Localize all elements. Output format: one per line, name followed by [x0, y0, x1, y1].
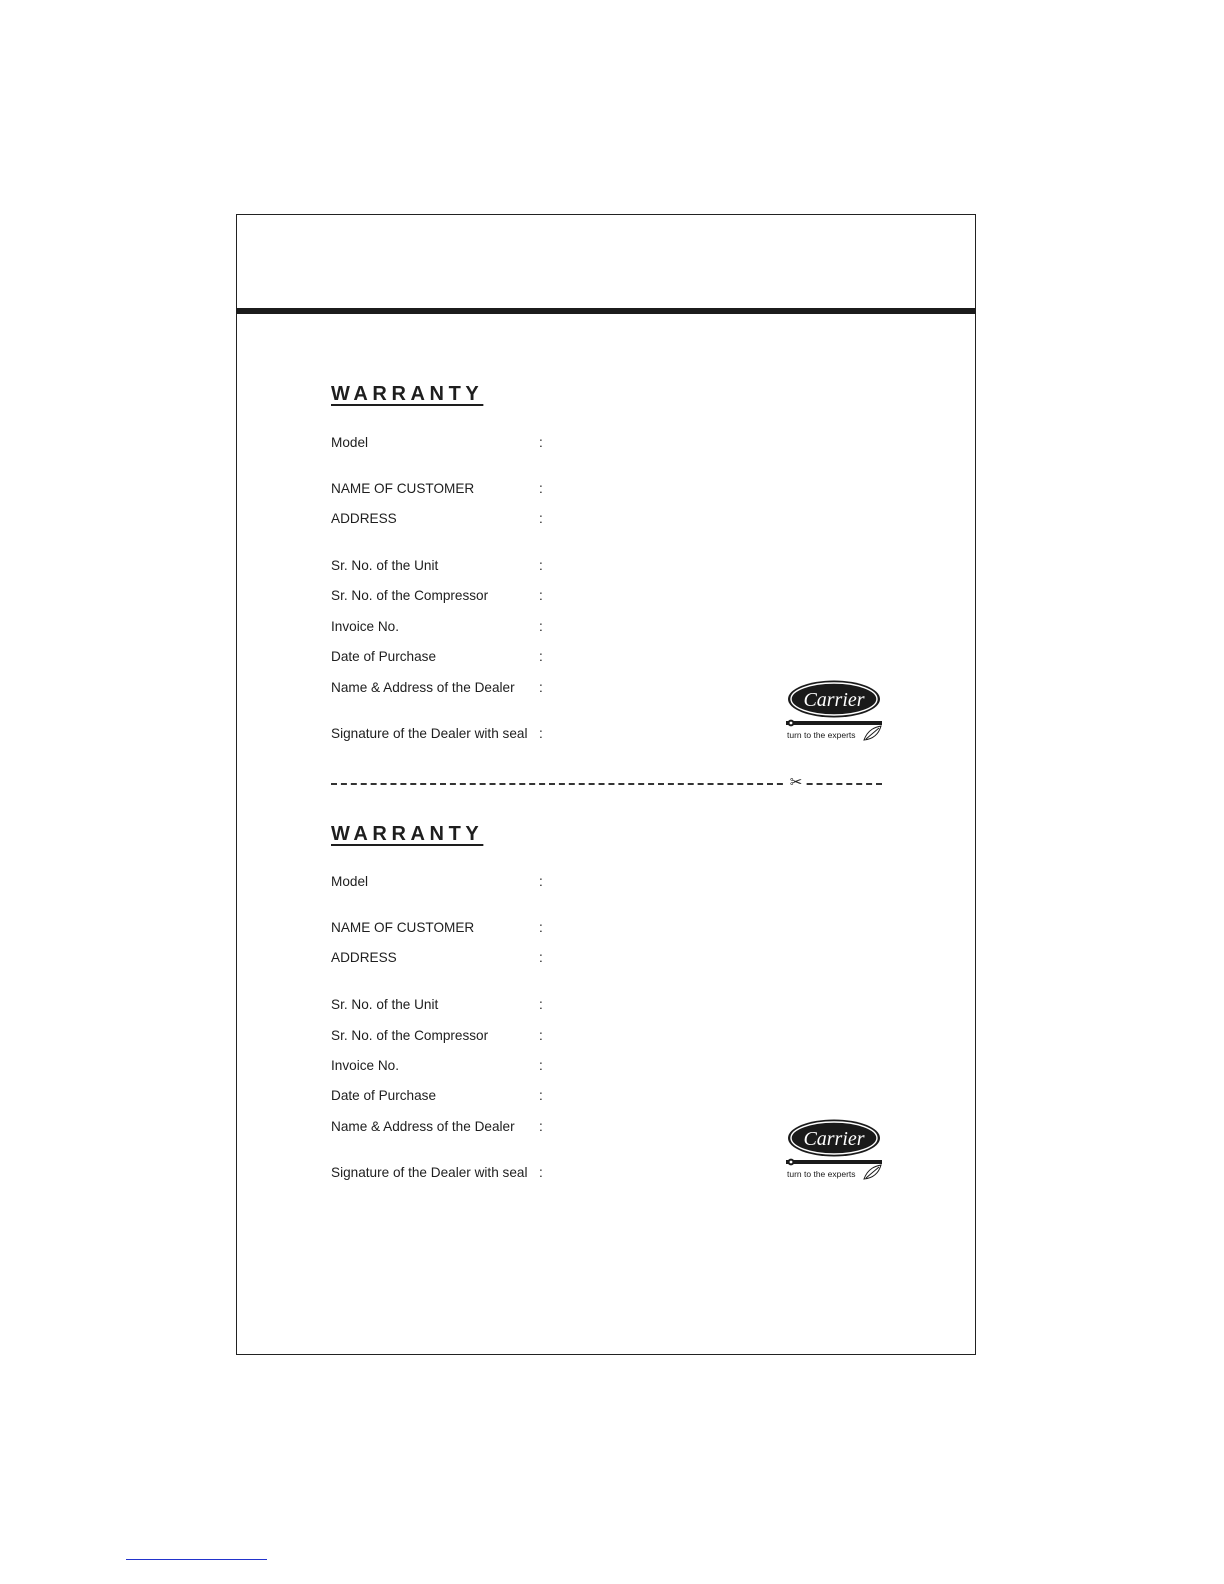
footer-link-underline[interactable] — [126, 1559, 267, 1560]
carrier-logo — [786, 1118, 882, 1182]
field-label: Sr. No. of the Compressor — [331, 1028, 489, 1043]
warranty-title: WARRANTY — [331, 383, 484, 405]
field-colon: : — [539, 997, 543, 1012]
field-label: Signature of the Dealer with seal — [331, 726, 528, 741]
field-label: Name & Address of the Dealer — [331, 680, 515, 695]
field-label: Date of Purchase — [331, 1088, 437, 1103]
svg-text:Carrier: Carrier — [803, 689, 865, 711]
field-label: ADDRESS — [331, 511, 397, 526]
field-colon: : — [539, 1028, 543, 1043]
scissors-icon: ✂ — [786, 775, 806, 791]
svg-text:turn to the experts: turn to the experts — [787, 730, 856, 740]
field-colon: : — [539, 435, 543, 450]
field-colon: : — [539, 1088, 543, 1103]
warranty-title: WARRANTY — [331, 823, 484, 845]
field-label: Model — [331, 874, 369, 889]
field-label: Date of Purchase — [331, 649, 437, 664]
carrier-logo — [786, 679, 882, 743]
field-label: ADDRESS — [331, 950, 397, 965]
field-colon: : — [539, 680, 543, 695]
field-label: Model — [331, 435, 369, 450]
field-colon: : — [539, 726, 543, 741]
svg-text:turn to the experts: turn to the experts — [787, 1169, 856, 1179]
field-label: Invoice No. — [331, 1058, 400, 1073]
field-colon: : — [539, 1119, 543, 1134]
field-label: Sr. No. of the Unit — [331, 558, 439, 573]
field-colon: : — [539, 920, 543, 935]
field-colon: : — [539, 619, 543, 634]
field-label: Signature of the Dealer with seal — [331, 1165, 528, 1180]
svg-text:Carrier: Carrier — [803, 1128, 865, 1150]
field-label: Sr. No. of the Compressor — [331, 588, 489, 603]
header-bar — [236, 308, 976, 314]
field-label: Invoice No. — [331, 619, 400, 634]
field-label: Name & Address of the Dealer — [331, 1119, 515, 1134]
field-colon: : — [539, 1165, 543, 1180]
field-colon: : — [539, 950, 543, 965]
field-colon: : — [539, 874, 543, 889]
field-colon: : — [539, 481, 543, 496]
field-label: NAME OF CUSTOMER — [331, 920, 475, 935]
field-colon: : — [539, 649, 543, 664]
field-colon: : — [539, 1058, 543, 1073]
field-label: NAME OF CUSTOMER — [331, 481, 475, 496]
field-colon: : — [539, 511, 543, 526]
field-label: Sr. No. of the Unit — [331, 997, 439, 1012]
field-colon: : — [539, 558, 543, 573]
field-colon: : — [539, 588, 543, 603]
